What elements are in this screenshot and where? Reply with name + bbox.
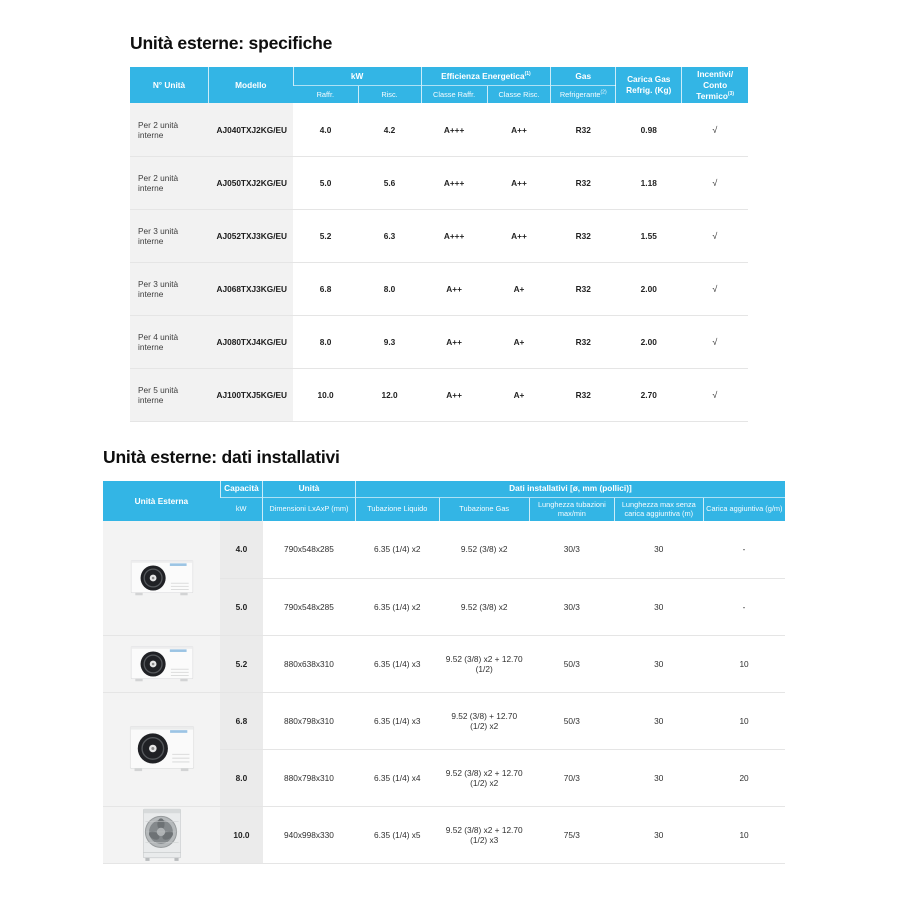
cell-gas: R32 [551, 156, 616, 209]
cell-modello: AJ100TXJ5KG/EU [208, 368, 293, 421]
header-raffr: Raffr. [293, 86, 358, 104]
outdoor-unit-illustration [136, 807, 188, 863]
cell-carica-gas: 1.55 [616, 209, 682, 262]
cell-lunghezza-max: 30 [614, 521, 703, 578]
install-section [103, 447, 785, 864]
checkmark-icon: √ [682, 156, 748, 209]
header-unita-group: Unità [263, 481, 356, 497]
cell-lunghezza-tubazioni: 30/3 [529, 521, 614, 578]
cell-carica-gas: 2.70 [616, 368, 682, 421]
checkmark-icon: √ [682, 368, 748, 421]
spec-row [130, 156, 748, 209]
cell-lunghezza-max: 30 [614, 749, 703, 806]
header-tubazione-liquido: Tubazione Liquido [355, 497, 439, 521]
header-refrigerante: Refrigerante$^{(2)}$ [551, 86, 616, 104]
cell-gas: R32 [551, 315, 616, 368]
cell-kw-risc: 12.0 [358, 368, 421, 421]
install-row [103, 806, 785, 863]
header-efficienza-group: Efficienza Energetica$^{(1)}$ [421, 67, 551, 86]
cell-capacita: 5.2 [220, 635, 262, 692]
header-classe-risc: Classe Risc. [487, 86, 551, 104]
cell-gas: R32 [551, 209, 616, 262]
cell-kw-raffr: 5.2 [293, 209, 358, 262]
outdoor-unit-illustration [128, 556, 196, 600]
cell-modello: AJ052TXJ3KG/EU [208, 209, 293, 262]
cell-capacita: 5.0 [220, 578, 262, 635]
header-risc: Risc. [358, 86, 421, 104]
checkmark-icon: √ [682, 262, 748, 315]
cell-dimensioni: 880x638x310 [263, 635, 356, 692]
cell-tubazione-liquido: 6.35 (1/4) x2 [355, 578, 439, 635]
cell-lunghezza-tubazioni: 75/3 [529, 806, 614, 863]
header-incentivi: Incentivi/ Conto Termico$^{(3)}$ [682, 67, 748, 103]
install-row [103, 692, 785, 749]
cell-modello: AJ050TXJ2KG/EU [208, 156, 293, 209]
header-capacita-kw: kW [220, 497, 262, 521]
specs-table [130, 67, 748, 422]
cell-kw-raffr: 10.0 [293, 368, 358, 421]
header-lunghezza-tubazioni: Lunghezza tubazioni max/min [529, 497, 614, 521]
cell-tubazione-liquido: 6.35 (1/4) x2 [355, 521, 439, 578]
cell-tubazione-gas: 9.52 (3/8) + 12.70 (1/2) x2 [439, 692, 529, 749]
cell-classe-raffr: A+++ [421, 156, 487, 209]
cell-carica-gas: 2.00 [616, 262, 682, 315]
cell-kw-risc: 6.3 [358, 209, 421, 262]
cell-modello: AJ068TXJ3KG/EU [208, 262, 293, 315]
header-modello: Modello [208, 67, 293, 103]
cell-modello: AJ040TXJ2KG/EU [208, 103, 293, 156]
cell-kw-risc: 8.0 [358, 262, 421, 315]
outdoor-unit-illustration [127, 723, 197, 775]
outdoor-unit-illustration [128, 642, 196, 686]
cell-tubazione-liquido: 6.35 (1/4) x3 [355, 692, 439, 749]
header-dati-group: Dati installativi [ø, mm (pollici)] [355, 481, 785, 497]
cell-n-unita: Per 2 unità interne [130, 103, 208, 156]
cell-carica-aggiuntiva: 10 [703, 635, 785, 692]
cell-carica-aggiuntiva: - [703, 578, 785, 635]
cell-capacita: 8.0 [220, 749, 262, 806]
header-kw-group: kW [293, 67, 421, 86]
cell-gas: R32 [551, 103, 616, 156]
cell-capacita: 6.8 [220, 692, 262, 749]
header-classe-raffr: Classe Raffr. [421, 86, 487, 104]
install-row [103, 521, 785, 578]
cell-lunghezza-max: 30 [614, 806, 703, 863]
cell-tubazione-liquido: 6.35 (1/4) x5 [355, 806, 439, 863]
cell-kw-raffr: 4.0 [293, 103, 358, 156]
cell-carica-aggiuntiva: - [703, 521, 785, 578]
cell-classe-risc: A+ [487, 262, 551, 315]
cell-carica-aggiuntiva: 10 [703, 806, 785, 863]
cell-lunghezza-max: 30 [614, 635, 703, 692]
cell-tubazione-gas: 9.52 (3/8) x2 + 12.70 (1/2) [439, 635, 529, 692]
cell-n-unita: Per 3 unità interne [130, 209, 208, 262]
checkmark-icon: √ [682, 103, 748, 156]
cell-dimensioni: 880x798x310 [263, 692, 356, 749]
checkmark-icon: √ [682, 209, 748, 262]
cell-n-unita: Per 5 unità interne [130, 368, 208, 421]
header-dimensioni: Dimensioni LxAxP (mm) [263, 497, 356, 521]
cell-classe-risc: A+ [487, 315, 551, 368]
cell-n-unita: Per 2 unità interne [130, 156, 208, 209]
header-gas-group: Gas [551, 67, 616, 86]
cell-gas: R32 [551, 368, 616, 421]
cell-tubazione-liquido: 6.35 (1/4) x3 [355, 635, 439, 692]
cell-dimensioni: 790x548x285 [263, 578, 356, 635]
outdoor-unit-image [103, 521, 220, 635]
cell-tubazione-gas: 9.52 (3/8) x2 [439, 521, 529, 578]
header-unita-esterna: Unità Esterna [103, 481, 220, 521]
cell-lunghezza-tubazioni: 30/3 [529, 578, 614, 635]
install-row [103, 635, 785, 692]
cell-classe-raffr: A++ [421, 368, 487, 421]
header-carica-aggiuntiva: Carica aggiuntiva (g/m) [703, 497, 785, 521]
header-n-unita: N° Unità [130, 67, 208, 103]
cell-kw-risc: 9.3 [358, 315, 421, 368]
specs-section [130, 33, 748, 422]
install-title: Unità esterne: dati installativi [103, 447, 340, 467]
outdoor-unit-image [103, 635, 220, 692]
spec-row [130, 262, 748, 315]
cell-carica-gas: 0.98 [616, 103, 682, 156]
cell-kw-risc: 4.2 [358, 103, 421, 156]
cell-lunghezza-tubazioni: 70/3 [529, 749, 614, 806]
cell-capacita: 4.0 [220, 521, 262, 578]
outdoor-unit-image [103, 692, 220, 806]
cell-carica-gas: 2.00 [616, 315, 682, 368]
cell-kw-raffr: 5.0 [293, 156, 358, 209]
cell-kw-raffr: 8.0 [293, 315, 358, 368]
cell-classe-risc: A++ [487, 156, 551, 209]
cell-classe-risc: A++ [487, 209, 551, 262]
outdoor-unit-image [103, 806, 220, 863]
cell-tubazione-gas: 9.52 (3/8) x2 + 12.70 (1/2) x2 [439, 749, 529, 806]
spec-row [130, 315, 748, 368]
cell-capacita: 10.0 [220, 806, 262, 863]
spec-row [130, 209, 748, 262]
cell-classe-raffr: A++ [421, 315, 487, 368]
cell-lunghezza-max: 30 [614, 578, 703, 635]
cell-tubazione-gas: 9.52 (3/8) x2 [439, 578, 529, 635]
cell-carica-aggiuntiva: 20 [703, 749, 785, 806]
spec-row [130, 103, 748, 156]
cell-kw-raffr: 6.8 [293, 262, 358, 315]
cell-tubazione-liquido: 6.35 (1/4) x4 [355, 749, 439, 806]
cell-classe-risc: A+ [487, 368, 551, 421]
cell-lunghezza-tubazioni: 50/3 [529, 692, 614, 749]
header-lunghezza-max: Lunghezza max senza carica aggiuntiva (m) [614, 497, 703, 521]
cell-dimensioni: 940x998x330 [263, 806, 356, 863]
cell-classe-raffr: A++ [421, 262, 487, 315]
header-capacita-group: Capacità [220, 481, 262, 497]
cell-dimensioni: 880x798x310 [263, 749, 356, 806]
cell-n-unita: Per 3 unità interne [130, 262, 208, 315]
spec-row [130, 368, 748, 421]
cell-classe-raffr: A+++ [421, 103, 487, 156]
cell-lunghezza-max: 30 [614, 692, 703, 749]
cell-gas: R32 [551, 262, 616, 315]
header-carica-gas: Carica Gas Refrig. (Kg) [616, 67, 682, 103]
cell-tubazione-gas: 9.52 (3/8) x2 + 12.70 (1/2) x3 [439, 806, 529, 863]
cell-carica-gas: 1.18 [616, 156, 682, 209]
header-tubazione-gas: Tubazione Gas [439, 497, 529, 521]
cell-n-unita: Per 4 unità interne [130, 315, 208, 368]
cell-dimensioni: 790x548x285 [263, 521, 356, 578]
cell-carica-aggiuntiva: 10 [703, 692, 785, 749]
cell-classe-raffr: A+++ [421, 209, 487, 262]
checkmark-icon: √ [682, 315, 748, 368]
specs-title: Unità esterne: specifiche [130, 33, 333, 53]
install-table [103, 481, 785, 864]
cell-modello: AJ080TXJ4KG/EU [208, 315, 293, 368]
cell-kw-risc: 5.6 [358, 156, 421, 209]
cell-lunghezza-tubazioni: 50/3 [529, 635, 614, 692]
cell-classe-risc: A++ [487, 103, 551, 156]
